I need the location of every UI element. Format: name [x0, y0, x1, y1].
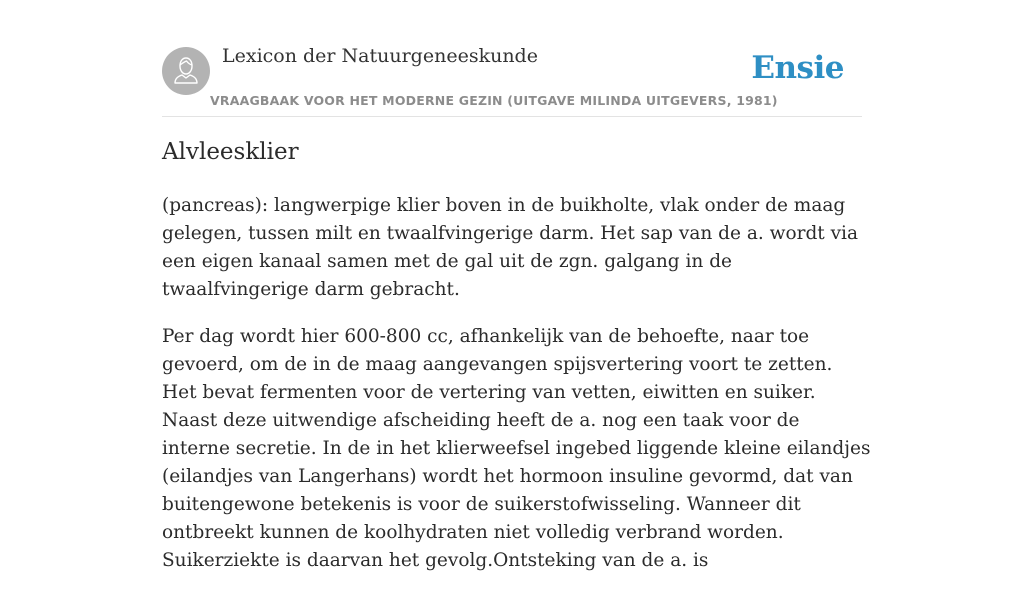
entry-paragraph: Per dag wordt hier 600-800 cc, afhankelijk van de behoefte, naar toe gevoerd, om de in de maag aangevangen spijsvertering voort te zetten. Het bevat fermenten voor de vertering van vetten, eiwitten en suiker. Naast deze uitwendige afscheiding heeft de a. nog een taak voor de interne secretie. In de in het klierweefsel ingebed liggende kleine eilandjes (eilandjes van Langerhans) wordt het hormoon insuline gevormd, dat van buitengewone betekenis is voor de suikerstofwisseling. Wanneer dit ontbreekt kunnen de koolhydraten niet volledig verbrand worden. Suikerziekte is daarvan het gevolg.Ontsteking van de a. is: [162, 326, 871, 571]
entry-title: Alvleesklier: [162, 139, 299, 165]
lexicon-title[interactable]: Lexicon der Natuurgeneeskunde: [222, 45, 538, 67]
brand-logo[interactable]: Ensie: [751, 50, 844, 86]
avatar[interactable]: [162, 47, 210, 95]
entry-paragraph: (pancreas): langwerpige klier boven in de buikholte, vlak onder de maag gelegen, tussen milt en twaalfvingerige darm. Het sap van de a. wordt via een eigen kanaal samen met de gal uit de zgn. galgang in de twaalfvingerige darm gebracht.: [162, 195, 859, 300]
page: [162, 0, 871, 571]
entry-body: [162, 192, 872, 594]
user-placeholder-icon: [162, 47, 210, 95]
header: [162, 0, 862, 117]
lexicon-subtitle: VRAAGBAAK VOOR HET MODERNE GEZIN (UITGAVE MILINDA UITGEVERS, 1981): [210, 93, 778, 108]
